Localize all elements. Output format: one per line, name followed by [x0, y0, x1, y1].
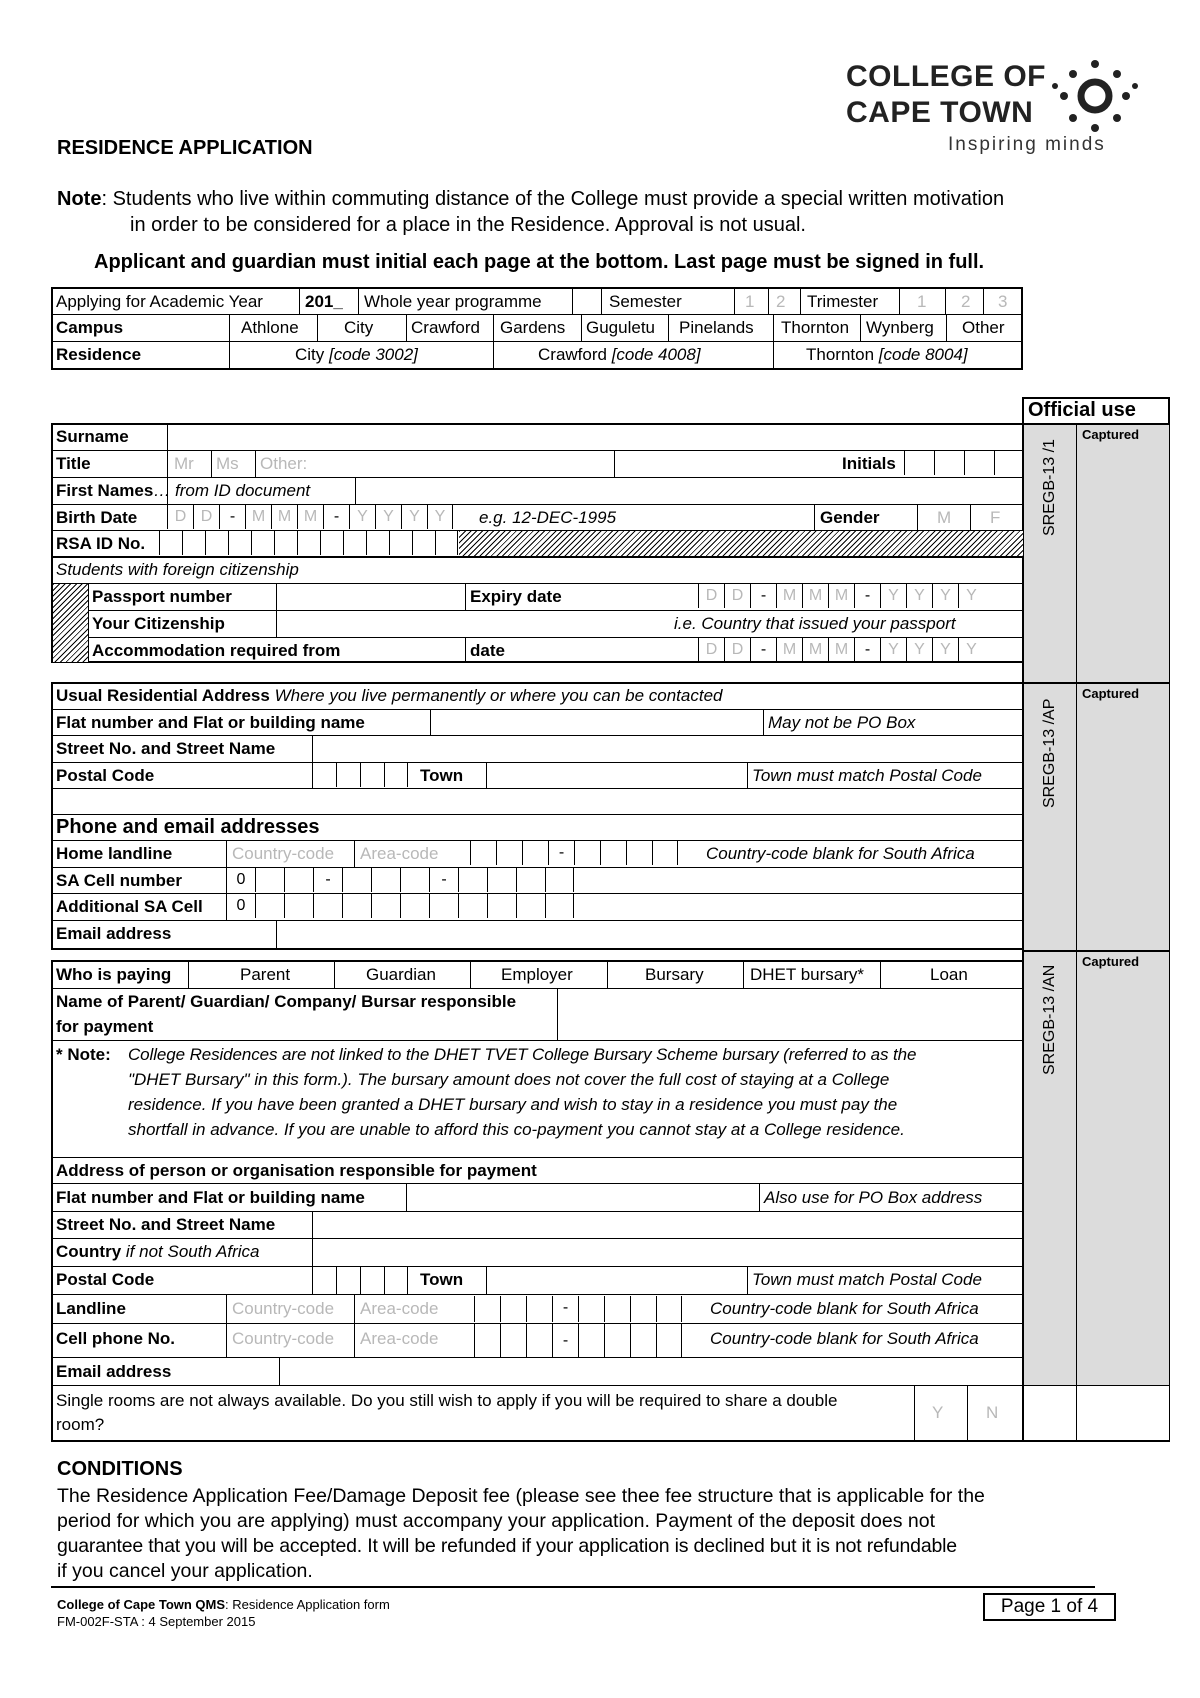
expiry-date-input[interactable]: D D - M M M - Y Y Y Y	[698, 584, 984, 608]
payer-country-input[interactable]	[313, 1240, 1022, 1264]
payer-employer[interactable]: Employer	[501, 965, 573, 984]
payer-postal-label: Postal Code	[56, 1270, 155, 1289]
responsible-name-label-1: Name of Parent/ Guardian/ Company/ Bursar responsible	[56, 992, 517, 1011]
payer-email-label: Email address	[56, 1362, 172, 1381]
single-room-yes[interactable]: Y	[932, 1403, 944, 1422]
flat-hint: May not be PO Box	[768, 713, 916, 732]
gender-f-option[interactable]: F	[990, 508, 1001, 527]
single-room-question-1: Single rooms are not always available. Do you still wish to apply if you will be required to share a double	[56, 1391, 838, 1410]
payer-postal-input[interactable]	[312, 1267, 408, 1294]
home-number-input[interactable]: -	[470, 841, 678, 865]
postal-code-input[interactable]	[312, 763, 408, 787]
campus-crawford[interactable]: Crawford	[411, 318, 480, 337]
payer-guardian[interactable]: Guardian	[366, 965, 436, 984]
campus-thornton[interactable]: Thornton	[781, 318, 850, 337]
street-input[interactable]	[313, 737, 1022, 761]
home-country-hint: Country-code blank for South Africa	[706, 844, 975, 863]
logo-line-2: CAPE TOWN	[846, 96, 1034, 129]
first-names-input[interactable]	[356, 479, 1022, 503]
payer-email-input[interactable]	[280, 1360, 1022, 1384]
logo-line-1: COLLEGE OF	[846, 60, 1046, 93]
conditions-line-1: The Residence Application Fee/Damage Deposit fee (please see thee fee structure that is applicable for the	[57, 1485, 985, 1507]
gender-label: Gender	[820, 508, 880, 527]
captured-label-1: Captured	[1082, 427, 1140, 442]
payer-landline-number[interactable]: -	[474, 1296, 682, 1322]
passport-label: Passport number	[92, 587, 232, 606]
title-label: Title	[56, 454, 91, 473]
office-code-3: SREGB-13 /AN	[1041, 964, 1058, 1075]
payer-flat-label: Flat number and Flat or building name	[56, 1188, 365, 1207]
residence-label: Residence	[56, 345, 142, 364]
street-label: Street No. and Street Name	[56, 739, 276, 758]
note-text-1: : Students who live within commuting distance of the College must provide a special written motivation	[101, 188, 1005, 210]
citizenship-label: Your Citizenship	[92, 614, 225, 633]
single-room-no[interactable]: N	[986, 1403, 999, 1422]
postal-code-label: Postal Code	[56, 766, 155, 785]
address-heading: Usual Residential Address Where you live permanently or where you can be contacted	[56, 686, 723, 705]
surname-input[interactable]	[168, 425, 1022, 449]
payer-town-hint: Town must match Postal Code	[752, 1270, 982, 1289]
payer-landline-label: Landline	[56, 1299, 126, 1318]
campus-city[interactable]: City	[344, 318, 374, 337]
who-paying-label: Who is paying	[56, 965, 172, 984]
home-area-code[interactable]: Area-code	[360, 844, 439, 863]
foreign-hatch	[53, 584, 88, 662]
conditions-line-3: guarantee that you will be accepted. It will be refunded if your application is declined but it is not refundable	[57, 1535, 957, 1557]
single-room-question-2: room?	[56, 1415, 105, 1434]
footer-divider	[51, 1586, 1095, 1588]
title-mr-option[interactable]: Mr	[174, 454, 194, 473]
payer-dhet-bursary[interactable]: DHET bursary*	[750, 965, 864, 984]
office-code-2: SREGB-13 /AP	[1041, 698, 1058, 808]
payer-landline-hint: Country-code blank for South Africa	[710, 1299, 979, 1318]
residence-city-option[interactable]: City [code 3002]	[295, 345, 418, 364]
campus-pinelands[interactable]: Pinelands	[679, 318, 754, 337]
home-country-code[interactable]: Country-code	[232, 844, 335, 863]
payer-cell-country-code[interactable]: Country-code	[232, 1329, 335, 1348]
sa-cell-input[interactable]: 0 - -	[226, 868, 574, 892]
campus-guguletu[interactable]: Guguletu	[586, 318, 655, 337]
whole-year-option[interactable]: Whole year programme	[364, 292, 542, 311]
town-label: Town	[420, 766, 464, 785]
payer-flat-input[interactable]	[407, 1186, 759, 1210]
dhet-note-line-4: shortfall in advance. If you are unable to afford this co-payment you cannot stay at a College residence.	[128, 1120, 905, 1139]
birth-date-hint: e.g. 12-DEC-1995	[479, 508, 617, 527]
dhet-note-label: * Note:	[56, 1045, 111, 1064]
town-input[interactable]	[487, 764, 747, 788]
payer-street-label: Street No. and Street Name	[56, 1215, 276, 1234]
payer-parent[interactable]: Parent	[240, 965, 291, 984]
payer-flat-hint: Also use for PO Box address	[764, 1188, 983, 1207]
email-label: Email address	[56, 924, 172, 943]
note-label: Note	[57, 188, 102, 210]
captured-label-3: Captured	[1082, 954, 1140, 969]
payer-loan[interactable]: Loan	[930, 965, 968, 984]
footer-org: College of Cape Town QMS: Residence Application form	[57, 1597, 390, 1612]
payer-address-heading: Address of person or organisation responsible for payment	[56, 1161, 537, 1180]
payer-cell-area-code[interactable]: Area-code	[360, 1329, 439, 1348]
campus-gardens[interactable]: Gardens	[500, 318, 566, 337]
dhet-note-line-1: College Residences are not linked to the DHET TVET College Bursary Scheme bursary (referred to as the	[128, 1045, 917, 1064]
official-use-label: Official use	[1028, 399, 1136, 421]
dhet-note-line-3: residence. If you have been granted a DHET bursary and wish to stay in a residence you must pay the	[128, 1095, 898, 1114]
semester-label: Semester	[609, 292, 682, 311]
trimester-2-option[interactable]: 2	[961, 292, 971, 311]
rsa-id-label: RSA ID No.	[56, 534, 146, 553]
office-code-1: SREGB-13 /1	[1041, 439, 1058, 536]
home-landline-label: Home landline	[56, 844, 173, 863]
payer-town-input[interactable]	[487, 1268, 747, 1292]
expiry-label: Expiry date	[470, 587, 562, 606]
payer-country-label: Country if not South Africa	[56, 1242, 260, 1261]
campus-other[interactable]: Other	[962, 318, 1005, 337]
trimester-3-option[interactable]: 3	[998, 292, 1008, 311]
payer-cell-label: Cell phone No.	[56, 1329, 175, 1348]
trimester-label: Trimester	[807, 292, 879, 311]
conditions-heading: CONDITIONS	[57, 1458, 183, 1480]
initials-label: Initials	[842, 454, 896, 473]
phone-heading: Phone and email addresses	[56, 816, 320, 838]
residence-thornton-option[interactable]: Thornton [code 8004]	[806, 345, 968, 364]
academic-year-value[interactable]: 201_	[305, 292, 343, 311]
rsa-id-input[interactable]	[159, 531, 458, 555]
accommodation-date-label: date	[470, 641, 505, 660]
payer-street-input[interactable]	[313, 1213, 1022, 1237]
payer-cell-number[interactable]: -	[474, 1324, 682, 1357]
title-ms-option[interactable]: Ms	[216, 454, 239, 473]
foreign-heading: Students with foreign citizenship	[56, 560, 299, 579]
rsa-id-hatch	[459, 531, 1023, 556]
payer-landline-area-code[interactable]: Area-code	[360, 1299, 439, 1318]
academic-year-label: Applying for Academic Year	[56, 292, 263, 311]
town-hint: Town must match Postal Code	[752, 766, 982, 785]
birth-date-label: Birth Date	[56, 508, 138, 527]
campus-wynberg[interactable]: Wynberg	[866, 318, 934, 337]
conditions-line-4: if you cancel your application.	[57, 1560, 313, 1582]
title-other-field[interactable]: Other:	[260, 454, 308, 473]
responsible-name-input[interactable]	[558, 990, 1022, 1038]
responsible-name-label-2: for payment	[56, 1017, 154, 1036]
additional-cell-label: Additional SA Cell	[56, 897, 203, 916]
page-title: RESIDENCE APPLICATION	[57, 137, 313, 159]
note-line-1	[57, 188, 1004, 211]
sun-logo-icon	[1050, 56, 1140, 134]
surname-label: Surname	[56, 427, 129, 446]
payer-bursary[interactable]: Bursary	[645, 965, 704, 984]
semester-2-option[interactable]: 2	[776, 292, 786, 311]
conditions-line-2: period for which you are applying) must accompany your application. Payment of the deposit does not	[57, 1510, 935, 1532]
official-use-panel	[1023, 425, 1170, 1385]
payer-town-label: Town	[420, 1270, 464, 1289]
initials-input[interactable]	[904, 451, 1024, 475]
accommodation-date-input[interactable]: D D - M M M - Y Y Y Y	[698, 638, 984, 662]
gender-m-option[interactable]: M	[937, 508, 952, 527]
trimester-1-option[interactable]: 1	[917, 292, 927, 311]
citizenship-hint: i.e. Country that issued your passport	[674, 614, 956, 633]
dhet-note-line-2: "DHET Bursary" in this form.). The bursary amount does not cover the full cost of staying at a College	[128, 1070, 890, 1089]
first-names-label: First Names… from ID document	[56, 481, 311, 500]
flat-label: Flat number and Flat or building name	[56, 713, 365, 732]
page-number-badge: Page 1 of 4	[983, 1593, 1116, 1621]
campus-athlone[interactable]: Athlone	[241, 318, 299, 337]
campus-label: Campus	[56, 318, 124, 337]
initial-notice: Applicant and guardian must initial each page at the bottom. Last page must be signed in full.	[94, 251, 985, 273]
residence-crawford-option[interactable]: Crawford [code 4008]	[538, 345, 701, 364]
sa-cell-label: SA Cell number	[56, 871, 182, 890]
payer-cell-hint: Country-code blank for South Africa	[710, 1329, 979, 1348]
semester-1-option[interactable]: 1	[745, 292, 755, 311]
additional-cell-input[interactable]: 0	[226, 894, 574, 918]
accommodation-label: Accommodation required from	[92, 641, 341, 660]
flat-input[interactable]	[431, 711, 761, 735]
birth-date-input[interactable]: D D - M M M - Y Y Y Y	[167, 505, 453, 529]
captured-label-2: Captured	[1082, 686, 1140, 701]
footer-code: FM-002F-STA : 4 September 2015	[57, 1614, 256, 1629]
email-input[interactable]	[277, 922, 1022, 946]
note-line-2: in order to be considered for a place in the Residence. Approval is not usual.	[130, 214, 806, 236]
payer-landline-country-code[interactable]: Country-code	[232, 1299, 335, 1318]
logo-tagline: Inspiring minds	[948, 134, 1106, 155]
